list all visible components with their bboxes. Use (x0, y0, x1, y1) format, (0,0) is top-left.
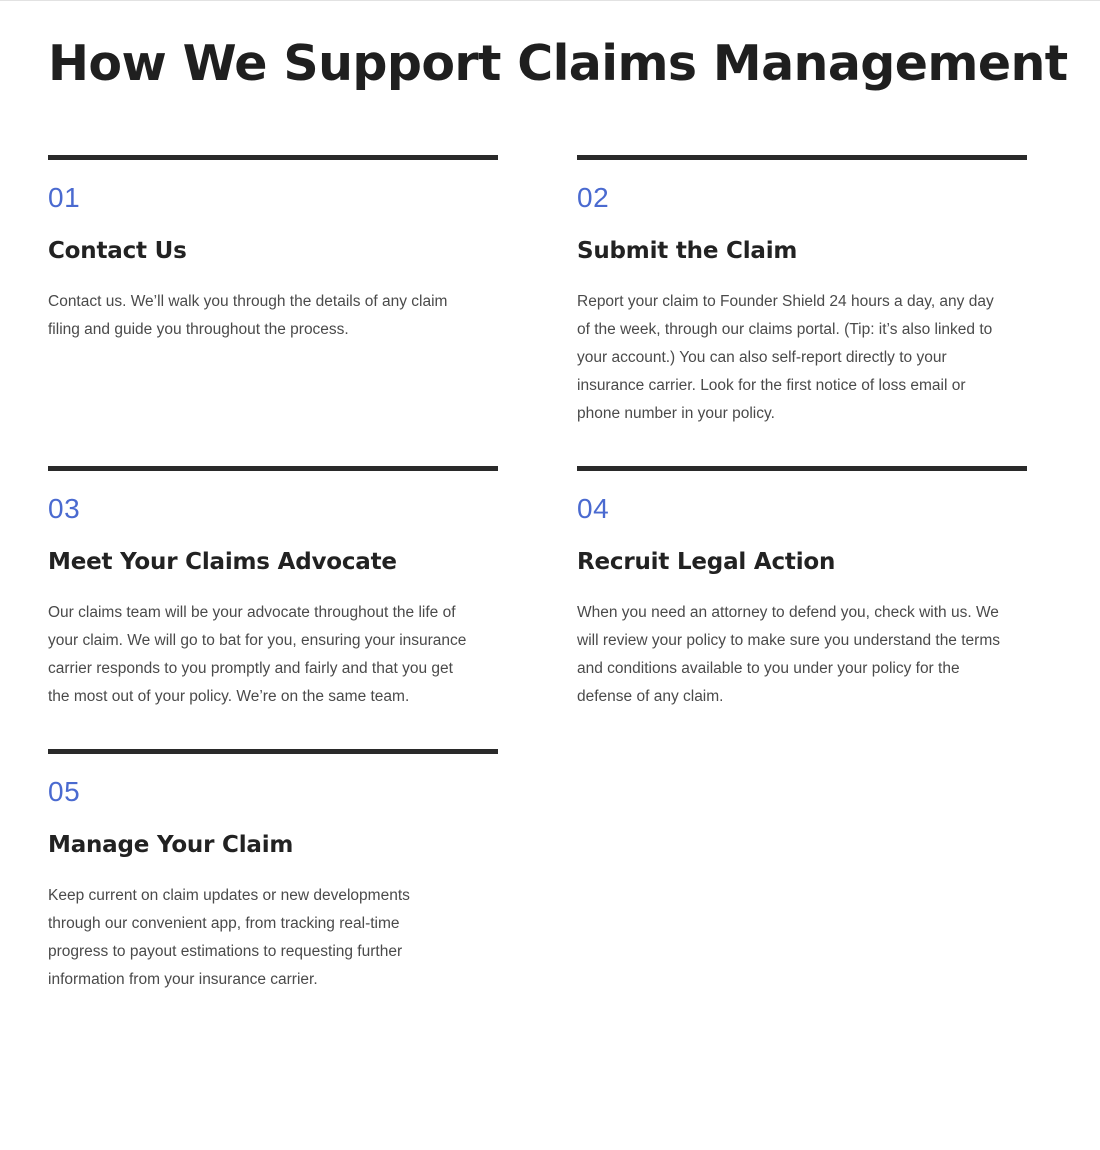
step-description: Report your claim to Founder Shield 24 hours a day, any day of the week, through our claims portal. (Tip: it’s also linked to your account.) You can also self-report directly to your insurance carrier. Look for the first notice of loss email or phone number in your policy. (577, 293, 994, 422)
step-description: When you need an attorney to defend you, check with us. We will review your policy to make sure you understand the terms and conditions available to you under your policy for the defense of any claim. (577, 604, 1000, 705)
step-description: Keep current on claim updates or new developments through our convenient app, from tracking real-time progress to payout estimations to requesting further information from your insurance carrier. (48, 887, 410, 988)
page-title: How We Support Claims Management (48, 35, 1068, 92)
step-description: Our claims team will be your advocate throughout the life of your claim. We will go to bat for you, ensuring your insurance carrier responds to you promptly and fairly and that you get the most out of your policy. We’re on the same team. (48, 604, 467, 705)
step-number: 05 (48, 776, 81, 807)
step-card-recruit-legal-action (577, 466, 1027, 749)
step-card-manage-your-claim (48, 749, 498, 1014)
step-description: Contact us. We’ll walk you through the details of any claim filing and guide you throughout the process. (48, 293, 448, 338)
top-divider (0, 0, 1100, 1)
step-number: 03 (48, 493, 81, 524)
step-title: Submit the Claim (577, 238, 798, 264)
step-number: 01 (48, 182, 81, 213)
step-number: 04 (577, 493, 610, 524)
steps-grid (48, 155, 1027, 1014)
step-card-meet-your-claims-advocate (48, 466, 498, 749)
step-title: Manage Your Claim (48, 832, 294, 858)
step-card-submit-the-claim (577, 155, 1027, 466)
step-title: Contact Us (48, 238, 187, 264)
step-number: 02 (577, 182, 610, 213)
step-card-contact-us (48, 155, 498, 466)
step-title: Recruit Legal Action (577, 549, 836, 575)
step-title: Meet Your Claims Advocate (48, 549, 397, 575)
